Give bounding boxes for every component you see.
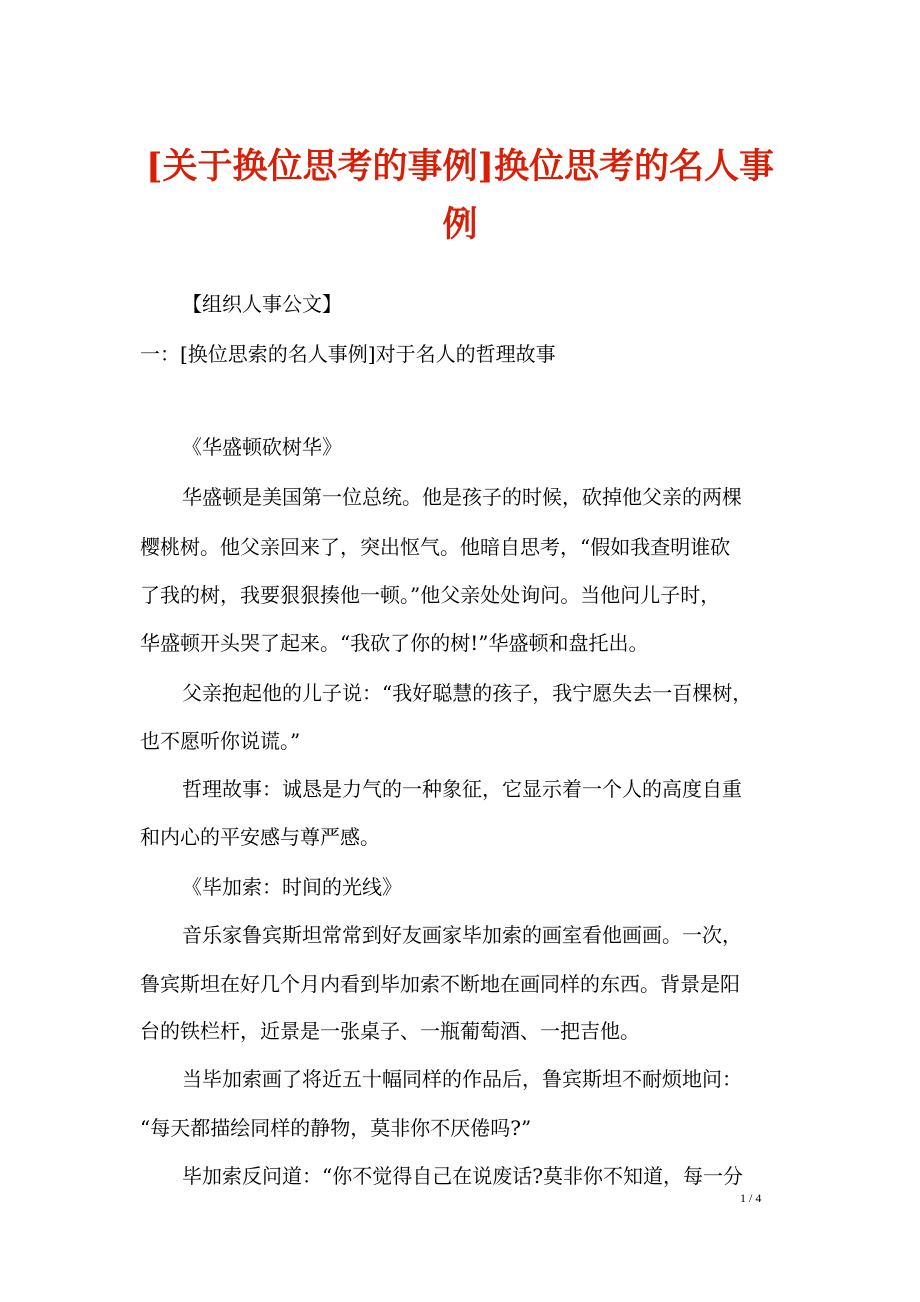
document-title: [关于换位思考的事例]换位思考的名人事例 bbox=[145, 146, 775, 245]
paragraph-line: 也不愿听你说谎。” bbox=[140, 729, 301, 753]
paragraph-line: 樱桃树。他父亲回来了，突出怄气。他暗自思考，“假如我查明谁砍 bbox=[140, 535, 731, 559]
story-title-picasso: 《毕加索：时间的光线》 bbox=[182, 875, 402, 899]
paragraph-line: 哲理故事：诚恳是力气的一种象征，它显示着一个人的高度自重 bbox=[182, 777, 742, 801]
paragraph-line: 父亲抱起他的儿子说：“我好聪慧的孩子，我宁愿失去一百棵树， bbox=[182, 681, 753, 705]
page-number: 1 / 4 bbox=[740, 1191, 762, 1205]
section-heading: 一：[换位思索的名人事例]对于名人的哲理故事 bbox=[140, 342, 556, 366]
paragraph-line: “每天都描绘同样的静物，莫非你不厌倦吗?” bbox=[140, 1116, 532, 1140]
document-category: 【组织人事公文】 bbox=[182, 292, 342, 316]
paragraph-line: 华盛顿开头哭了起来。“我砍了你的树!”华盛顿和盘托出。 bbox=[140, 631, 649, 655]
paragraph-line: 当毕加索画了将近五十幅同样的作品后，鲁宾斯坦不耐烦地问： bbox=[182, 1067, 742, 1091]
paragraph-line: 和内心的平安感与尊严感。 bbox=[140, 825, 380, 849]
paragraph-line: 华盛顿是美国第一位总统。他是孩子的时候，砍掉他父亲的两棵 bbox=[182, 485, 742, 509]
paragraph-line: 音乐家鲁宾斯坦常常到好友画家毕加索的画室看他画画。一次， bbox=[182, 923, 742, 947]
story-title-washington: 《华盛顿砍树华》 bbox=[182, 435, 342, 459]
paragraph-line: 了我的树，我要狠狠揍他一顿。”他父亲处处询问。当他问儿子时， bbox=[140, 583, 721, 607]
paragraph-line: 毕加索反问道：“你不觉得自己在说废话?莫非你不知道，每一分 bbox=[182, 1164, 743, 1188]
paragraph-line: 鲁宾斯坦在好几个月内看到毕加索不断地在画同样的东西。背景是阳 bbox=[140, 972, 740, 996]
paragraph-line: 台的铁栏杆，近景是一张桌子、一瓶葡萄酒、一把吉他。 bbox=[140, 1019, 640, 1043]
